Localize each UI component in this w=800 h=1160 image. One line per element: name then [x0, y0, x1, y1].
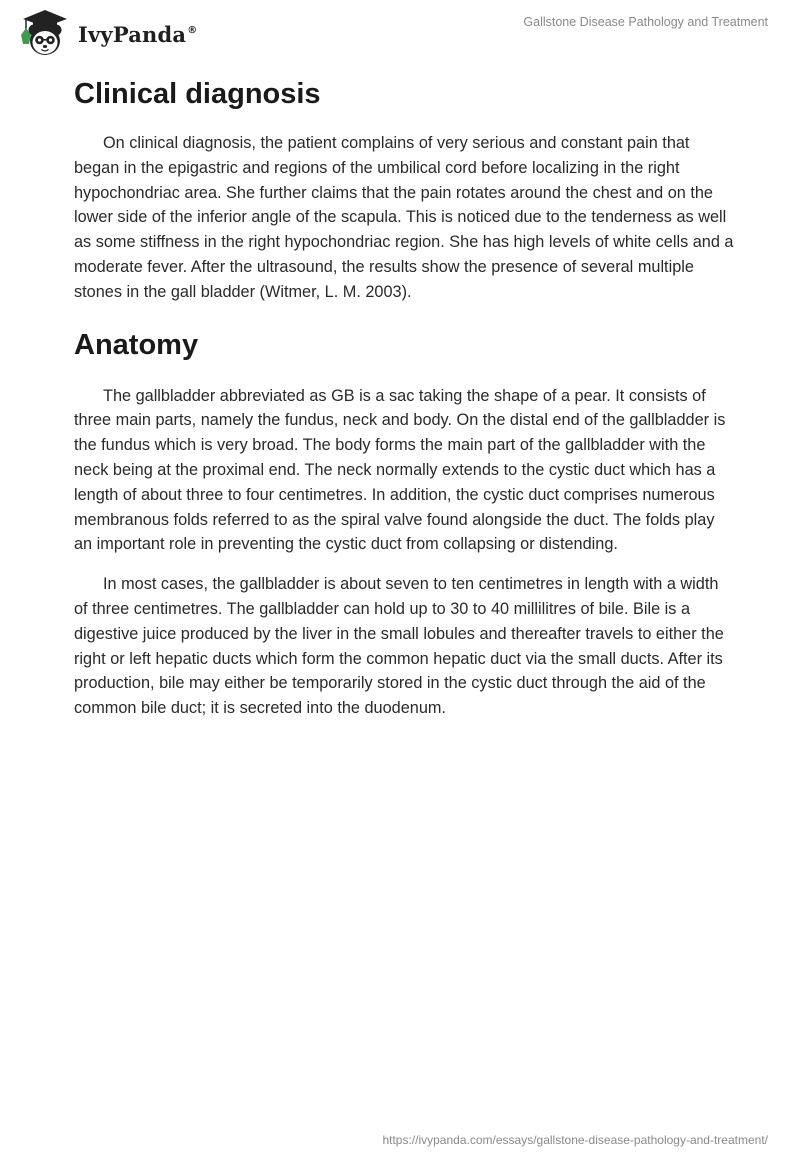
paragraph-anatomy-1: The gallbladder abbreviated as GB is a sac taking the shape of a pear. It consists of three main parts, namely the fundus, neck and body. On the distal end of the gallbladder is the fundus which is very broad. The body forms the main part of the gallbladder with the neck being at the proximal end. The neck normally extends to the cystic duct which has a length of about three to four centimetres. In addition, the cystic duct comprises numerous membranous folds referred to as the spiral valve found alongside the duct. The folds play an important role in preventing the cystic duct from collapsing or distending.: [74, 386, 726, 554]
section-heading-anatomy: Anatomy: [74, 328, 199, 361]
essay-body: [74, 70, 734, 721]
document-title: Gallstone Disease Pathology and Treatment: [523, 15, 768, 29]
section-heading-clinical-diagnosis: Clinical diagnosis: [74, 78, 321, 110]
page-header: [0, 0, 800, 70]
registered-mark: ®: [187, 24, 198, 36]
source-url[interactable]: https://ivypanda.com/essays/gallstone-disease-pathology-and-treatment/: [382, 1133, 768, 1147]
panda-graduation-cap-icon: [14, 9, 76, 57]
brand-name: IvyPanda®: [78, 21, 198, 47]
paragraph-anatomy-2: In most cases, the gallbladder is about seven to ten centimetres in length with a width of three centimetres. The gallbladder can hold up to 30 to 40 millilitres of bile. Bile is a digestive juice produced by the liver in the small lobules and thereafter travels to either the right or left hepatic ducts which form the common hepatic duct via the small ducts. After its production, bile may either be temporarily stored in the cystic duct through the aid of the common bile duct; it is secreted into the duodenum.: [74, 575, 724, 718]
paragraph-clinical-diagnosis-1: On clinical diagnosis, the patient complains of very serious and constant pain that began in the epigastric and regions of the umbilical cord before localizing in the right hypochondriac area. She further claims that the pain rotates around the chest and on the lower side of the inferior angle of the scapula. This is noticed due to the tenderness as well as some stiffness in the right hypochondriac region. She has high levels of white cells and a moderate fever. After the ultrasound, the results show the presence of several multiple stones in the gall bladder (Witmer, L. M. 2003).: [74, 134, 734, 301]
ivypanda-logo[interactable]: [14, 9, 197, 57]
